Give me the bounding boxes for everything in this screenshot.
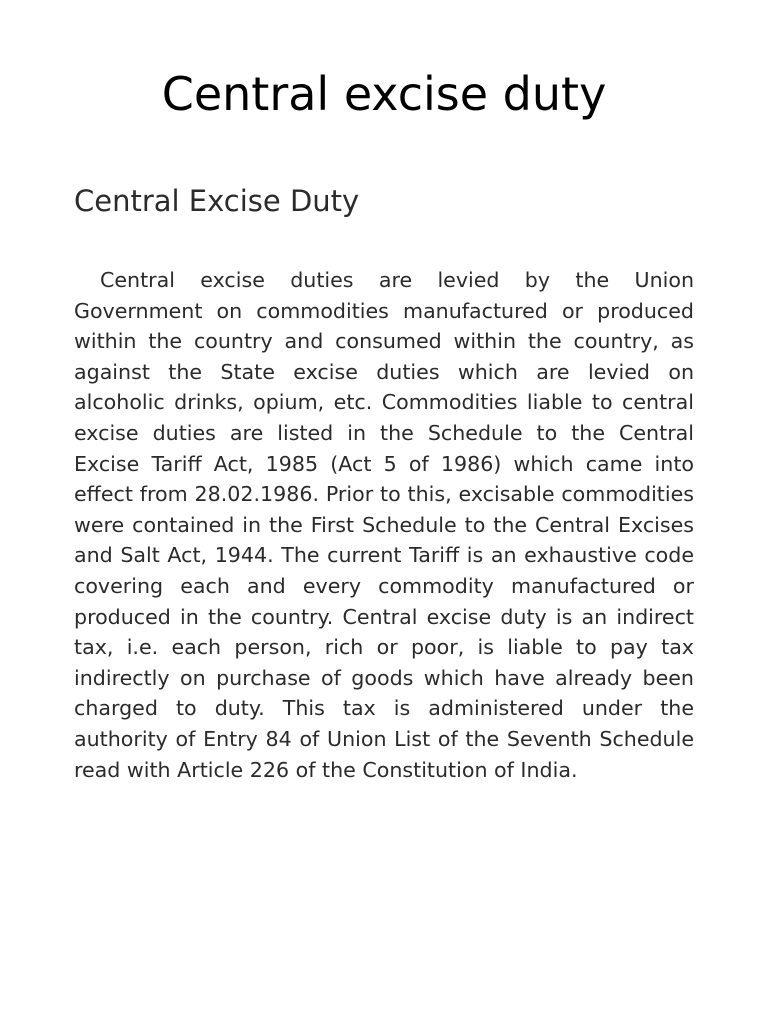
body-paragraph: Central excise duties are levied by the Union Government on commodities manufactured or produced within the country and consumed within the country, as against the State excise duties which are levied on alcoholic drinks, opium, etc. Commodities liable to central excise duties are listed in the Schedule to the Central Excise Tariff Act, 1985 (Act 5 of 1986) which came into effect from 28.02.1986. Prior to this, excisable commodities were contained in the First Schedule to the Central Excises and Salt Act, 1944. The current Tariff is an exhaustive code covering each and every commodity manufactured or produced in the country. Central excise duty is an indirect tax, i.e. each person, rich or poor, is liable to pay tax indirectly on purchase of goods which have already been charged to duty. This tax is administered under the authority of Entry 84 of Union List of the Seventh Schedule read with Article 226 of the Constitution of India. (74, 268, 694, 782)
document-title: Central excise duty (161, 67, 607, 121)
section-heading: Central Excise Duty (74, 184, 360, 218)
